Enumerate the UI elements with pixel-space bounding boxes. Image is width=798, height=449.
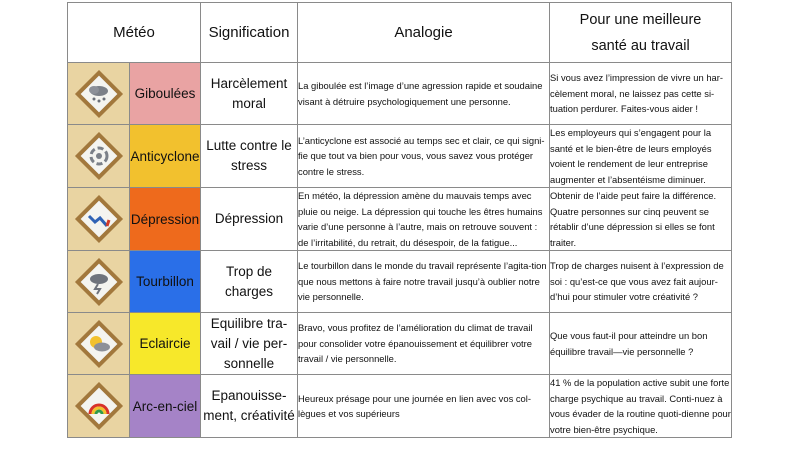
row-weather-name: Giboulées [130,63,201,125]
header-advice-line2: santé au travail [591,37,690,54]
row-signification: Trop de charges [201,251,298,313]
header-advice-line1: Pour une meilleure [579,11,702,28]
header-analogie: Analogie [298,3,550,63]
pressure-drop-icon [68,188,130,251]
row-weather-name: Dépression [130,188,201,251]
table-row [68,375,732,438]
table-row [68,313,732,375]
row-signification: Lutte contre le stress [201,125,298,188]
sun-cloud-icon [68,313,130,375]
row-signification: Equilibre tra-vail / vie per-sonnelle [201,313,298,375]
row-weather-name: Eclaircie [130,313,201,375]
header-signification: Signification [201,3,298,63]
table-row [68,63,732,125]
rainbow-icon [68,375,130,438]
row-analogie: La giboulée est l’image d’une agression rapide et soudaine visant à détruire psychologiquement une personne. [298,63,550,125]
row-weather-name: Arc-en-ciel [130,375,201,438]
row-advice: Que vous faut-il pour atteindre un bon équilibre travail—vie personnelle ? [550,313,732,375]
row-advice: Obtenir de l’aide peut faire la différence. Quatre personnes sur cinq peuvent se rétablir d’une dépression si elles se font traiter. [550,188,732,251]
storm-cloud-icon [68,251,130,313]
row-advice: Les employeurs qui s’engagent pour la santé et le bien-être de leurs employés voient le rendement de leur entreprise augmenter et l’absentéisme diminuer. [550,125,732,188]
header-advice [550,3,732,63]
row-advice: Si vous avez l’impression de vivre un har-cèlement moral, ne laissez pas cette si-tuation perdurer. Faites-vous aider ! [550,63,732,125]
weather-health-table [67,2,732,438]
table-row [68,251,732,313]
row-weather-name: Tourbillon [130,251,201,313]
hail-cloud-icon [68,63,130,125]
row-advice: 41 % de la population active subit une forte charge psychique au travail. Conti-nuez à vous évader de la routine quoti-dienne pour votre bien-être psychique. [550,375,732,438]
row-analogie: Le tourbillon dans le monde du travail représente l’agita-tion que nous mettons à faire notre travail jusqu’à oublier notre vie personnelle. [298,251,550,313]
row-weather-name: Anticyclone [130,125,201,188]
row-advice: Trop de charges nuisent à l’expression de soi : qu’est-ce que vous avez fait aujour-d’hui pour stimuler votre créativité ? [550,251,732,313]
swirl-icon [68,125,130,188]
row-signification: Dépression [201,188,298,251]
row-analogie: Bravo, vous profitez de l’amélioration du climat de travail pour consolider votre épanouissement et équilibrer votre travail / vie personnelle. [298,313,550,375]
header-meteo: Météo [68,3,201,63]
table-row [68,125,732,188]
row-signification: Harcèlement moral [201,63,298,125]
table-row [68,188,732,251]
row-signification: Epanouisse-ment, créativité [201,375,298,438]
row-analogie: En météo, la dépression amène du mauvais temps avec pluie ou neige. La dépression qui touche les êtres humains varie d’une personne à l’autre, mais on retrouve souvent : de l’irritabilité, du retrait, du désespoir, de la fatigue... [298,188,550,251]
row-analogie: L’anticyclone est associé au temps sec et clair, ce qui signi-fie que tout va bien pour vous, vous savez vous protéger contre le stress. [298,125,550,188]
row-analogie: Heureux présage pour une journée en lien avec vos col-lègues et vos supérieurs [298,375,550,438]
table-header-row [68,3,732,63]
